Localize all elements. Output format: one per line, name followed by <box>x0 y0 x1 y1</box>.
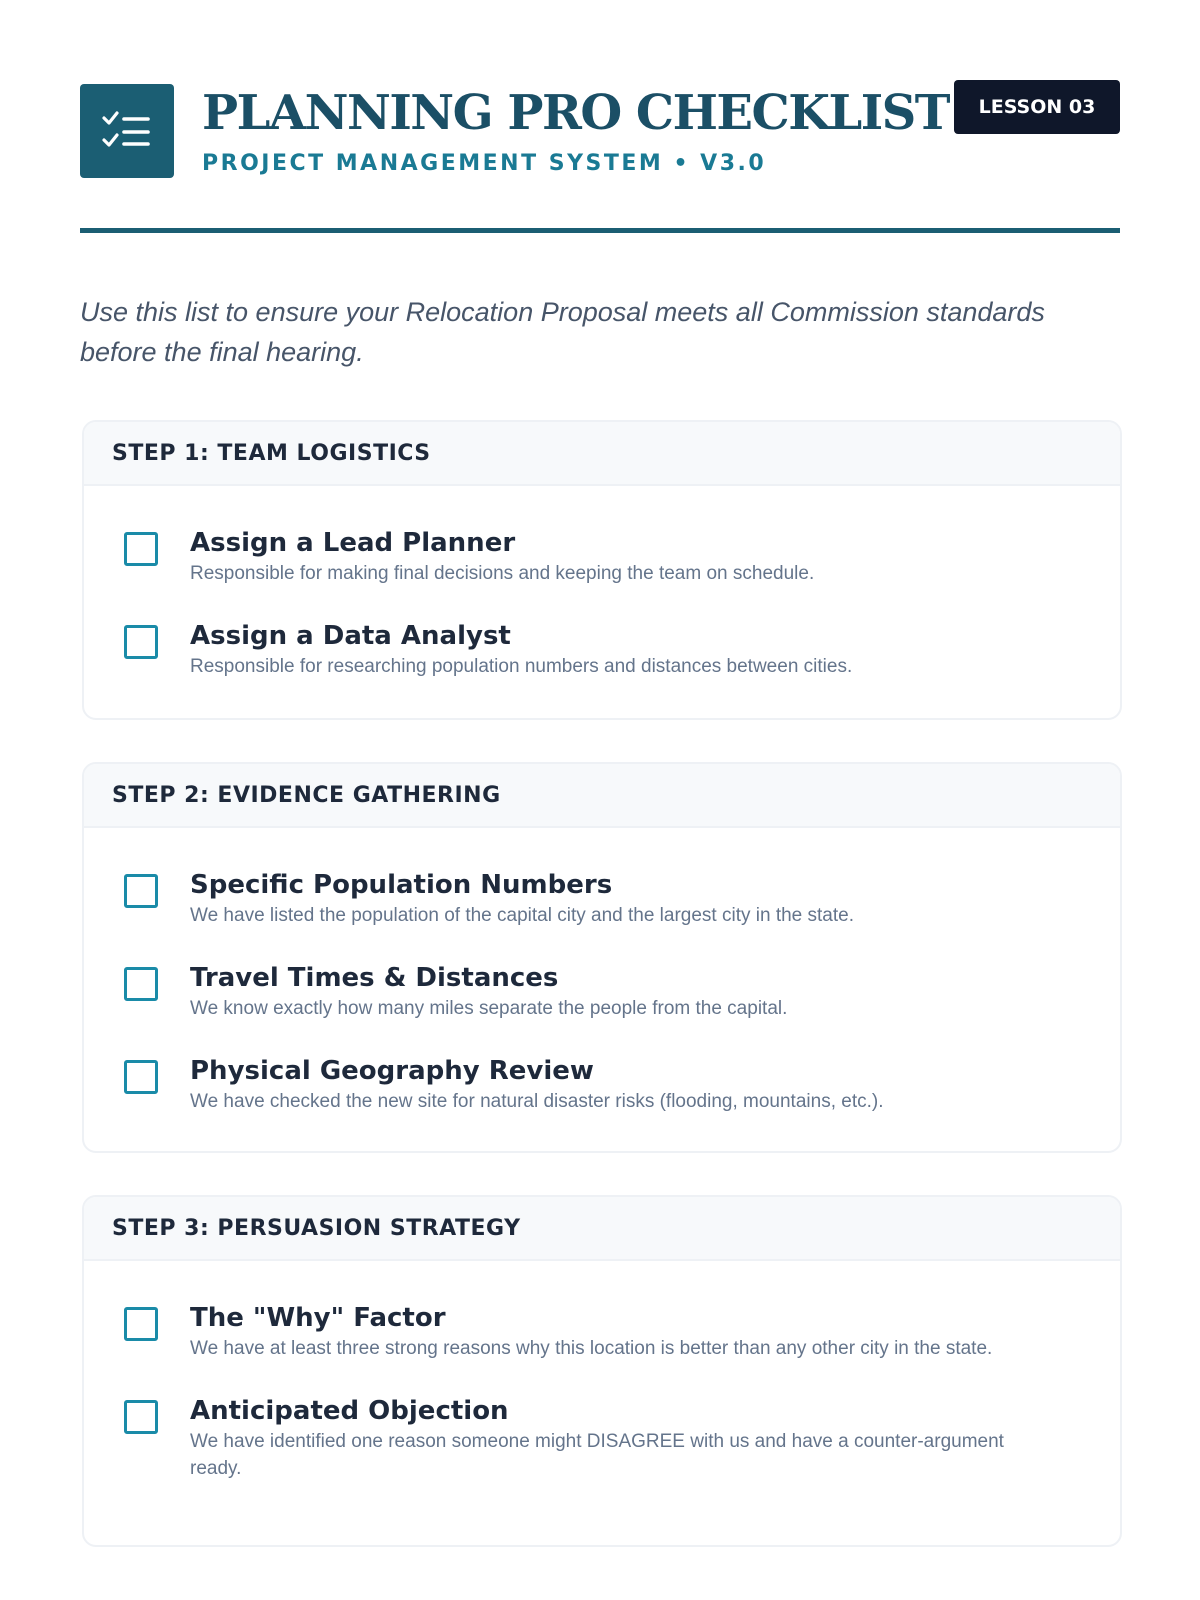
item-description: We have listed the population of the capital city and the largest city in the state. <box>190 905 854 926</box>
item-description: We have identified one reason someone might DISAGREE with us and have a counter-argument ready. <box>190 1431 1004 1479</box>
checklist-item <box>124 619 1080 680</box>
checklist-item <box>124 868 1080 929</box>
section-team-logistics <box>82 420 1122 720</box>
item-title: Specific Population Numbers <box>190 870 613 900</box>
item-description: We know exactly how many miles separate the people from the capital. <box>190 998 788 1019</box>
checkbox[interactable] <box>124 1060 158 1094</box>
checkbox[interactable] <box>124 1400 158 1434</box>
checklist-item <box>124 1301 1080 1362</box>
item-title: Travel Times & Distances <box>190 963 559 993</box>
section-title: STEP 2: EVIDENCE GATHERING <box>84 764 1120 828</box>
section-title: STEP 1: TEAM LOGISTICS <box>84 422 1120 486</box>
checkbox[interactable] <box>124 967 158 1001</box>
section-persuasion-strategy <box>82 1195 1122 1547</box>
item-description: We have checked the new site for natural disaster risks (flooding, mountains, etc.). <box>190 1091 884 1112</box>
checklist-item <box>124 1054 1080 1115</box>
intro-text: Use this list to ensure your Relocation Proposal meets all Commission standards before the final hearing. <box>80 297 1045 367</box>
lesson-badge: LESSON 03 <box>954 80 1120 134</box>
item-description: We have at least three strong reasons why this location is better than any other city in the state. <box>190 1338 993 1359</box>
item-title: Assign a Lead Planner <box>190 528 516 558</box>
page-title: PLANNING PRO CHECKLIST <box>202 85 950 141</box>
checklist-item <box>124 526 1080 587</box>
section-title: STEP 3: PERSUASION STRATEGY <box>84 1197 1120 1261</box>
checklist-item <box>124 961 1080 1022</box>
checkbox[interactable] <box>124 625 158 659</box>
section-evidence-gathering <box>82 762 1122 1153</box>
item-title: The "Why" Factor <box>190 1303 446 1333</box>
item-title: Assign a Data Analyst <box>190 621 511 651</box>
header <box>80 80 1120 233</box>
item-title: Physical Geography Review <box>190 1056 594 1086</box>
checkbox[interactable] <box>124 1307 158 1341</box>
item-title: Anticipated Objection <box>190 1396 509 1426</box>
checkbox[interactable] <box>124 874 158 908</box>
checklist-icon <box>80 84 174 178</box>
checklist-item <box>124 1394 1080 1482</box>
page-subtitle: PROJECT MANAGEMENT SYSTEM • V3.0 <box>202 151 767 176</box>
checkbox[interactable] <box>124 532 158 566</box>
item-description: Responsible for researching population numbers and distances between cities. <box>190 656 853 677</box>
item-description: Responsible for making final decisions and keeping the team on schedule. <box>190 563 815 584</box>
